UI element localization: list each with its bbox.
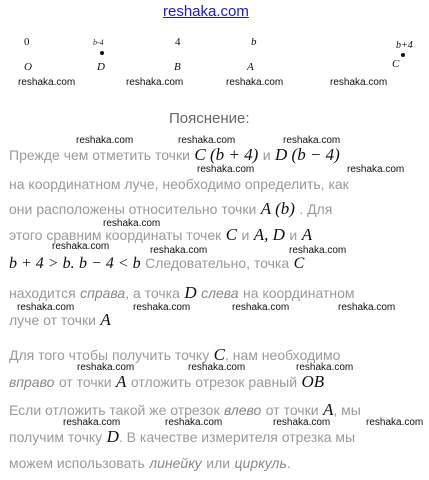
point-name-a: A: [247, 61, 254, 73]
watermark: reshaka.com: [188, 362, 246, 373]
watermark: reshaka.com: [283, 135, 341, 146]
para1-line7: луче от точки A: [9, 310, 111, 329]
watermark: reshaka.com: [165, 417, 223, 428]
watermark: reshaka.com: [338, 302, 396, 313]
watermark: reshaka.com: [17, 302, 75, 313]
watermark: reshaka.com: [18, 77, 76, 88]
watermark: reshaka.com: [150, 245, 208, 256]
point-label-b: b: [251, 36, 257, 48]
watermark: reshaka.com: [366, 417, 424, 428]
watermark: reshaka.com: [76, 135, 134, 146]
watermark: reshaka.com: [226, 77, 284, 88]
para1-line1: Прежде чем отметить точки C (b + 4) и D (b − 4): [9, 145, 340, 164]
watermark: reshaka.com: [178, 135, 236, 146]
site-link[interactable]: reshaka.com: [163, 3, 249, 20]
watermark: reshaka.com: [232, 302, 290, 313]
para1-line5: b + 4 > b. b − 4 < b Следовательно, точка C: [9, 255, 305, 272]
para1-line3: они расположены относительно точки A (b) . Для: [9, 199, 333, 218]
para1-line6: находится справа, а точка D слева на координатном: [9, 283, 355, 302]
watermark: reshaka.com: [289, 245, 347, 256]
point-name-o: O: [24, 61, 32, 73]
watermark: reshaka.com: [77, 362, 135, 373]
watermark: reshaka.com: [330, 77, 388, 88]
watermark: reshaka.com: [52, 241, 110, 252]
point-label-0: 0: [24, 36, 30, 48]
para2-line1: Для того чтобы получить точку C, нам необходимо: [9, 345, 341, 364]
watermark: reshaka.com: [197, 164, 255, 175]
para1-line2: на координатном луче, необходимо определить, как: [9, 176, 349, 192]
point-label-4: 4: [175, 36, 181, 48]
point-label-b-plus-4: b+4: [396, 40, 413, 51]
para2-line5: можем использовать линейку или циркуль.: [9, 455, 291, 471]
para2-line2: вправо от точки A отложить отрезок равный OB: [9, 372, 325, 391]
watermark: reshaka.com: [273, 417, 331, 428]
point-name-c: C: [392, 58, 400, 70]
point-label-b-minus-4: b-4: [93, 38, 104, 47]
watermark: reshaka.com: [126, 77, 184, 88]
para2-line4: получим точку D. В качестве измерителя отрезка мы: [9, 427, 356, 446]
watermark: reshaka.com: [103, 218, 161, 229]
watermark: reshaka.com: [296, 362, 354, 373]
point-name-d: D: [97, 61, 105, 73]
watermark: reshaka.com: [347, 164, 405, 175]
point-name-b: B: [174, 61, 181, 73]
section-heading: Пояснение:: [169, 110, 250, 127]
point-c-marker: [401, 53, 405, 57]
para1-line4: этого сравним координаты точек C и A, D и A: [9, 225, 313, 244]
watermark: reshaka.com: [133, 302, 191, 313]
watermark: reshaka.com: [63, 417, 121, 428]
point-d-marker: [100, 51, 104, 55]
para2-line3: Если отложить такой же отрезок влево от точки A, мы: [9, 400, 361, 419]
